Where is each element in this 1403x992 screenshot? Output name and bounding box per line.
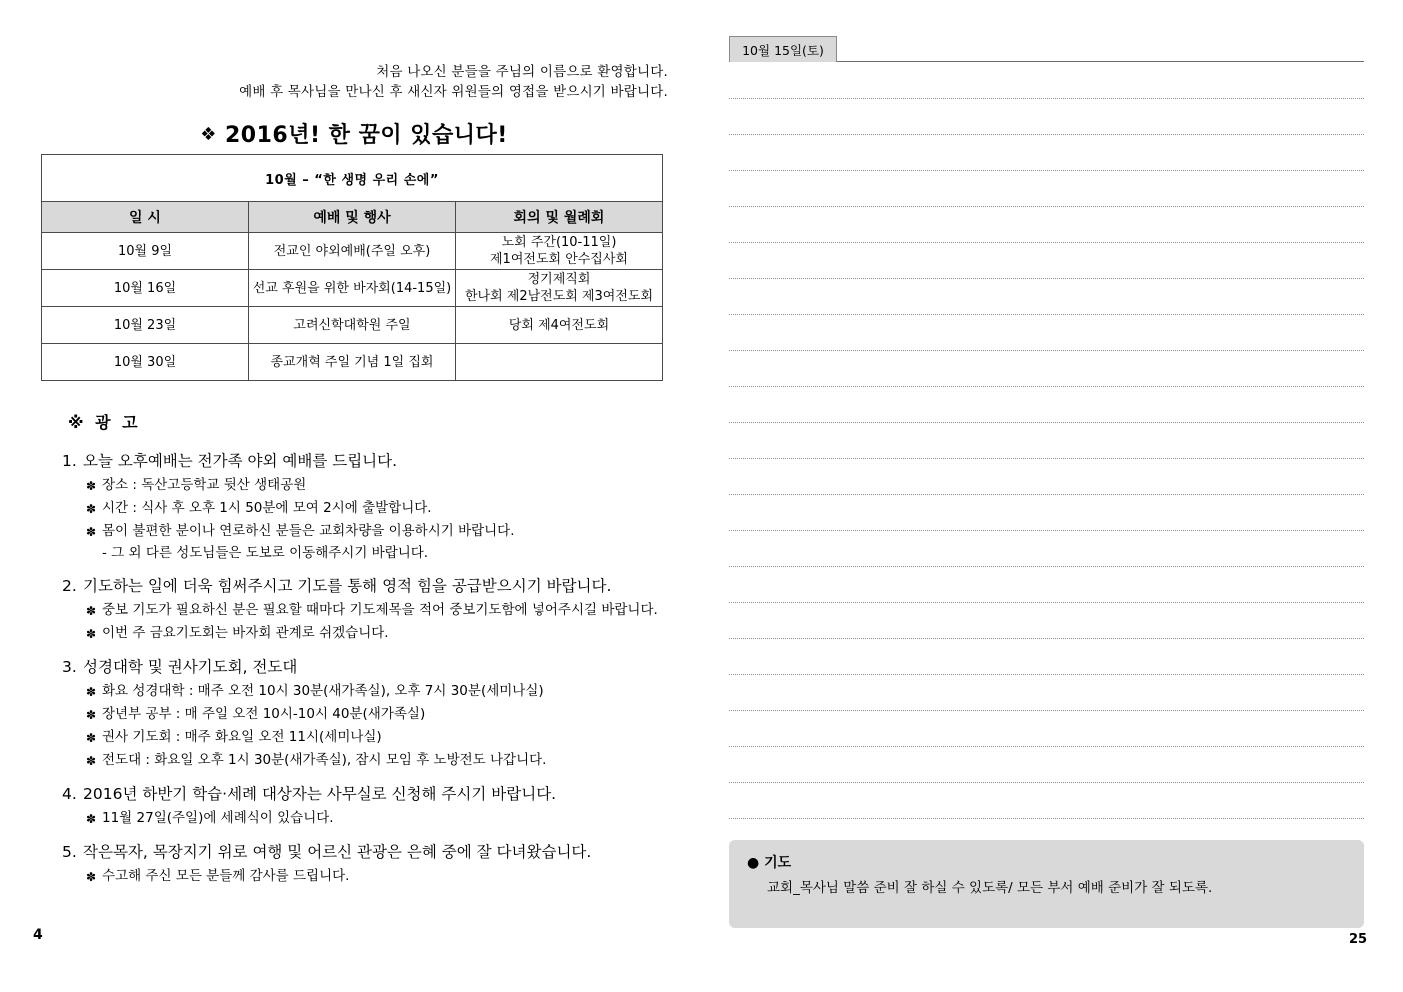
notice-main-line: [62, 450, 677, 473]
note-line: [729, 242, 1364, 243]
note-line: [729, 170, 1364, 171]
schedule-cell-date: 10월 30일: [42, 344, 249, 381]
prayer-title: ● 기도: [747, 855, 792, 871]
notice-sub-text: 권사 기도회 : 매주 화요일 오전 11시(세미나실): [102, 729, 382, 745]
notice-main-line: [62, 656, 677, 679]
notice-sub-text: 장소 : 독산고등학교 뒷산 생태공원: [102, 477, 307, 493]
notice-text: 기도하는 일에 더욱 힘써주시고 기도를 통해 영적 힘을 공급받으시기 바랍니다.: [83, 577, 612, 595]
schedule-cell-event: 전교인 야외예배(주일 오후): [249, 233, 456, 270]
note-line: [729, 314, 1364, 315]
vision-title: [40, 118, 668, 149]
schedule-cell-meeting: [456, 233, 663, 270]
schedule-cell-date: 10월 16일: [42, 270, 249, 307]
prayer-box: [729, 840, 1364, 928]
note-line: [729, 134, 1364, 135]
note-line: [729, 602, 1364, 603]
note-line: [729, 530, 1364, 531]
notice-text: 2016년 하반기 학습·세례 대상자는 사무실로 신청해 주시기 바랍니다.: [83, 785, 557, 803]
schedule-cell-date: 10월 23일: [42, 307, 249, 344]
notice-number: 3.: [62, 658, 77, 676]
asterisk-bullet-icon: ✽: [86, 479, 97, 493]
date-tab: 10월 15일(토): [729, 36, 837, 62]
left-page: [0, 0, 701, 992]
schedule-col-date: 일 시: [42, 202, 249, 233]
notice-sub-text: 몸이 불편한 분이나 연로하신 분들은 교회차량을 이용하시기 바랍니다.: [102, 523, 515, 539]
notice-text: 오늘 오후예배는 전가족 야외 예배를 드립니다.: [83, 452, 398, 470]
notice-text: 성경대학 및 권사기도회, 전도대: [83, 658, 298, 676]
list-item: [86, 727, 677, 749]
schedule-cell-meeting: [456, 344, 663, 381]
table-row: [42, 233, 663, 270]
list-item: [62, 841, 677, 888]
list-item: [86, 475, 677, 497]
list-item: [86, 521, 677, 543]
asterisk-bullet-icon: ✽: [86, 627, 97, 641]
notice-number: 4.: [62, 785, 77, 803]
list-item: [62, 575, 677, 645]
note-line: [729, 710, 1364, 711]
notice-sub-text: 전도대 : 화요일 오후 1시 30분(새가족실), 잠시 모임 후 노방전도 나갑니다.: [102, 752, 547, 768]
schedule-cell-meeting: [456, 270, 663, 307]
note-line: [729, 674, 1364, 675]
list-item: [62, 656, 677, 772]
notice-main-line: [62, 783, 677, 806]
notice-number: 1.: [62, 452, 77, 470]
table-row: [42, 307, 663, 344]
notice-main-line: [62, 575, 677, 598]
asterisk-bullet-icon: ✽: [86, 812, 97, 826]
schedule-header-row: [42, 202, 663, 233]
meeting-line-1: 노회 주간(10-11일): [501, 235, 617, 250]
note-line: [729, 422, 1364, 423]
list-item: [62, 450, 677, 564]
note-line: [729, 638, 1364, 639]
note-line: [729, 386, 1364, 387]
welcome-message: [40, 62, 668, 102]
list-item: [86, 750, 677, 772]
schedule-cell-event: 고려신학대학원 주일: [249, 307, 456, 344]
notice-main-line: [62, 841, 677, 864]
schedule-caption-row: [42, 155, 663, 202]
note-lines-area[interactable]: [729, 62, 1364, 824]
schedule-col-meeting: 회의 및 월례회: [456, 202, 663, 233]
meeting-line-2: 제1여전도회 안수집사회: [490, 252, 628, 267]
schedule-cell-meeting: 당회 제4여전도회: [456, 307, 663, 344]
schedule-cell-date: 10월 9일: [42, 233, 249, 270]
right-page: [701, 0, 1403, 992]
note-line: [729, 782, 1364, 783]
asterisk-bullet-icon: ✽: [86, 604, 97, 618]
list-item: [86, 623, 677, 645]
notice-sub-list: [62, 808, 677, 830]
notice-list: [62, 450, 677, 899]
notice-sub-text: 수고해 주신 모든 분들께 감사를 드립니다.: [102, 868, 350, 884]
list-item: [86, 681, 677, 703]
notice-sub-text: 화요 성경대학 : 매주 오전 10시 30분(새가족실), 오후 7시 30분(세미나실): [102, 683, 544, 699]
notice-sub-list: [62, 600, 677, 645]
note-line: [729, 98, 1364, 99]
schedule-cell-event: 선교 후원을 위한 바자회(14-15일): [249, 270, 456, 307]
page-number-left: 4: [33, 927, 43, 943]
table-row: [42, 344, 663, 381]
note-line: [729, 278, 1364, 279]
list-item: [62, 783, 677, 830]
welcome-line-2: 예배 후 목사님을 만나신 후 새신자 위원들의 영접을 받으시기 바랍니다.: [239, 84, 668, 100]
asterisk-bullet-icon: ✽: [86, 525, 97, 539]
notice-sub-text: 시간 : 식사 후 오후 1시 50분에 모여 2시에 출발합니다.: [102, 500, 432, 516]
note-line: [729, 494, 1364, 495]
diamond-icon: ❖: [200, 124, 217, 145]
schedule-table-wrapper: [41, 154, 663, 381]
notice-sub-text: 중보 기도가 필요하신 분은 필요할 때마다 기도제목을 적어 중보기도함에 넣어주시길 바랍니다.: [102, 602, 658, 618]
table-row: [42, 270, 663, 307]
notice-text: 작은목자, 목장지기 위로 여행 및 어르신 관광은 은혜 중에 잘 다녀왔습니다.: [83, 843, 592, 861]
meeting-line-2: 한나회 제2남전도회 제3여전도회: [464, 289, 654, 304]
asterisk-bullet-icon: ✽: [86, 708, 97, 722]
notice-sub-list: [62, 475, 677, 564]
list-item: [86, 498, 677, 520]
list-item: [86, 704, 677, 726]
welcome-line-1: 처음 나오신 분들을 주님의 이름으로 환영합니다.: [376, 64, 668, 80]
asterisk-bullet-icon: ✽: [86, 502, 97, 516]
note-line: [729, 458, 1364, 459]
vision-title-text: 2016년! 한 꿈이 있습니다!: [225, 123, 508, 148]
note-line: [729, 350, 1364, 351]
list-item: [86, 808, 677, 830]
notice-sub-text: 11월 27일(주일)에 세례식이 있습니다.: [102, 810, 334, 826]
asterisk-bullet-icon: ✽: [86, 754, 97, 768]
notice-number: 2.: [62, 577, 77, 595]
notice-sub-list: [62, 681, 677, 772]
notice-sub-list: [62, 866, 677, 888]
prayer-text: 교회_목사님 말씀 준비 잘 하실 수 있도록/ 모든 부서 예배 준비가 잘 되도록.: [767, 880, 1213, 896]
schedule-col-event: 예배 및 행사: [249, 202, 456, 233]
notice-sub-text: 장년부 공부 : 매 주일 오전 10시-10시 40분(새가족실): [102, 706, 426, 722]
meeting-line-1: 정기제직회: [527, 272, 591, 287]
asterisk-bullet-icon: ✽: [86, 685, 97, 699]
note-line: [729, 206, 1364, 207]
schedule-caption: 10월 – “한 생명 우리 손에”: [42, 155, 663, 202]
schedule-table: [41, 154, 663, 381]
notice-sub-dash: - 그 외 다른 성도님들은 도보로 이동해주시기 바랍니다.: [102, 545, 429, 561]
list-item: [86, 600, 677, 622]
note-line: [729, 566, 1364, 567]
page-number-right: 25: [1349, 932, 1368, 947]
notice-sub-text: 이번 주 금요기도회는 바자회 관계로 쉬겠습니다.: [102, 625, 389, 641]
note-line: [729, 746, 1364, 747]
asterisk-bullet-icon: ✽: [86, 870, 97, 884]
notice-section-header: ※ 광 고: [68, 413, 141, 432]
list-item: [86, 866, 677, 888]
notice-number: 5.: [62, 843, 77, 861]
asterisk-bullet-icon: ✽: [86, 731, 97, 745]
note-line: [729, 818, 1364, 819]
schedule-cell-event: 종교개혁 주일 기념 1일 집회: [249, 344, 456, 381]
